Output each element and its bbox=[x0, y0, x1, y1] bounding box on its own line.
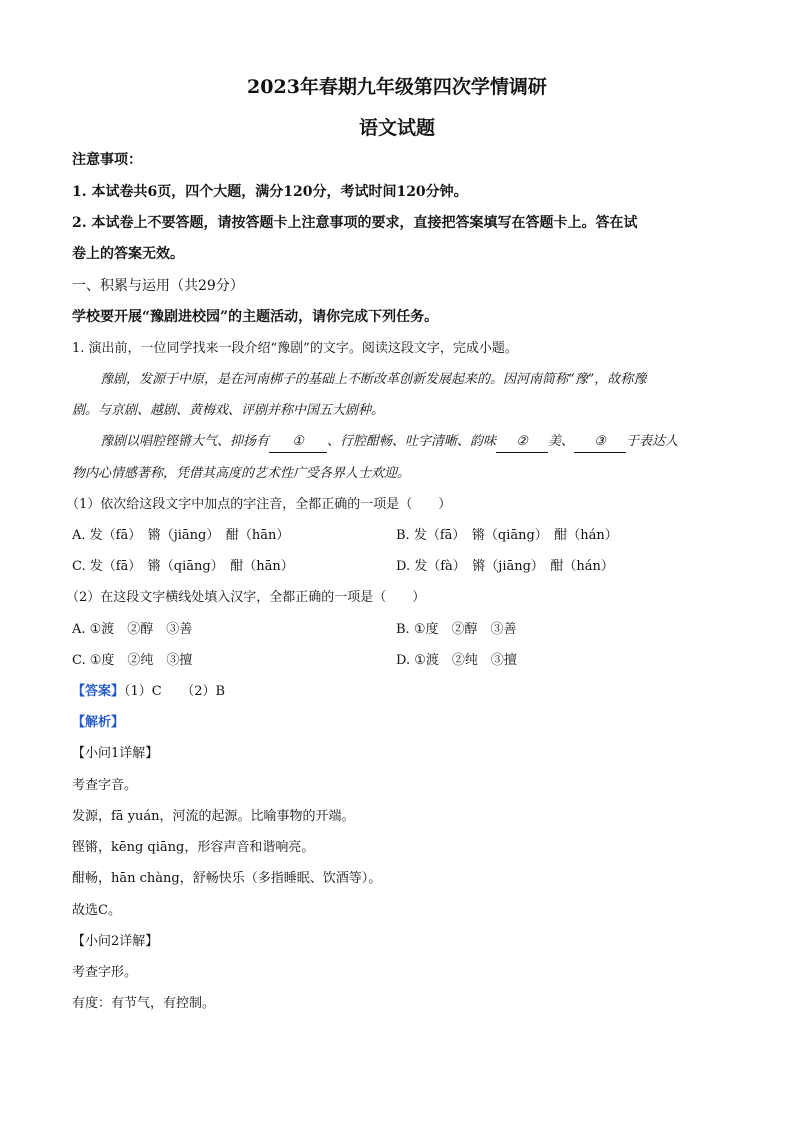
detail-1-line-1: 考查字音。 bbox=[72, 778, 138, 793]
page-title: 2023年春期九年级第四次学情调研 bbox=[247, 76, 547, 98]
answer-label: 【答案】 bbox=[72, 684, 125, 699]
option-2a: A. ①渡 ②醇 ③善 bbox=[72, 622, 193, 637]
page-subtitle: 语文试题 bbox=[358, 117, 435, 139]
question-1-stem: 1. 演出前，一位同学找来一段介绍“豫剧”的文字。阅读这段文字，完成小题。 bbox=[72, 341, 518, 356]
detail-2-label: 【小问2详解】 bbox=[72, 934, 159, 949]
section-heading: 一、积累与运用（共29分） bbox=[72, 278, 244, 294]
notes-item-2a: 2. 本试卷上不要答题，请按答题卡上注意事项的要求，直接把答案填写在答题卡上。答在试 bbox=[72, 215, 638, 231]
option-2d: D. ①渡 ②纯 ③擅 bbox=[396, 653, 517, 668]
notes-item-2b: 卷上的答案无效。 bbox=[72, 246, 184, 262]
blank-2: ② bbox=[496, 432, 548, 453]
blank-3: ③ bbox=[574, 432, 626, 453]
analysis-label: 【解析】 bbox=[72, 715, 125, 730]
passage-line-3 bbox=[100, 432, 678, 453]
detail-1-line-3: 铿锵，kēng qiāng，形容声音和谐响亮。 bbox=[72, 840, 315, 855]
section-intro: 学校要开展“豫剧进校园”的主题活动，请你完成下列任务。 bbox=[72, 309, 439, 325]
option-2b: B. ①度 ②醇 ③善 bbox=[396, 622, 517, 637]
passage-line-4: 物内心情感著称，凭借其高度的艺术性广受各界人士欢迎。 bbox=[72, 466, 411, 481]
notes-heading: 注意事项： bbox=[72, 152, 142, 168]
option-1a: A. 发（fā） 锵（jiāng） 酣（hān） bbox=[72, 528, 290, 543]
passage-segment-1: 豫剧以唱腔铿锵大气、抑扬有 bbox=[100, 434, 270, 449]
answer-text: （1）C （2）B bbox=[124, 684, 226, 699]
option-2c: C. ①度 ②纯 ③擅 bbox=[72, 653, 193, 668]
option-1c: C. 发（fā） 锵（qiāng） 酣（hān） bbox=[72, 559, 294, 574]
option-1d: D. 发（fà） 锵（jiāng） 酣（hán） bbox=[396, 559, 614, 574]
detail-1-label: 【小问1详解】 bbox=[72, 746, 159, 761]
blank-1: ① bbox=[269, 432, 327, 453]
detail-2-line-1: 考查字形。 bbox=[72, 965, 138, 980]
sub-question-1-stem: （1）依次给这段文字中加点的字注音，全都正确的一项是（ ） bbox=[66, 497, 452, 512]
detail-1-line-5: 故选C。 bbox=[72, 903, 121, 918]
sub-question-2-stem: （2）在这段文字横线处填入汉字，全都正确的一项是（ ） bbox=[66, 590, 426, 605]
passage-segment-3: 美、 bbox=[548, 434, 575, 449]
option-1b: B. 发（fā） 锵（qiāng） 酣（hán） bbox=[396, 528, 618, 543]
passage-segment-4: 于表达人 bbox=[626, 434, 679, 449]
passage-segment-2: 、行腔酣畅、吐字清晰、韵味 bbox=[327, 434, 497, 449]
detail-1-line-4: 酣畅，hān chàng，舒畅快乐（多指睡眠、饮酒等）。 bbox=[72, 871, 382, 886]
passage-line-1: 豫剧，发源于中原，是在河南梆子的基础上不断改革创新发展起来的。因河南简称“豫”，故称豫 bbox=[100, 372, 647, 387]
detail-1-line-2: 发源，fā yuán，河流的起源。比喻事物的开端。 bbox=[72, 809, 355, 824]
detail-2-line-2: 有度：有节气，有控制。 bbox=[72, 996, 216, 1011]
answer-line bbox=[72, 682, 225, 702]
notes-item-1: 1. 本试卷共6页，四个大题，满分120分，考试时间120分钟。 bbox=[72, 184, 468, 200]
passage-line-2: 剧。与京剧、越剧、黄梅戏、评剧并称中国五大剧种。 bbox=[72, 403, 385, 418]
